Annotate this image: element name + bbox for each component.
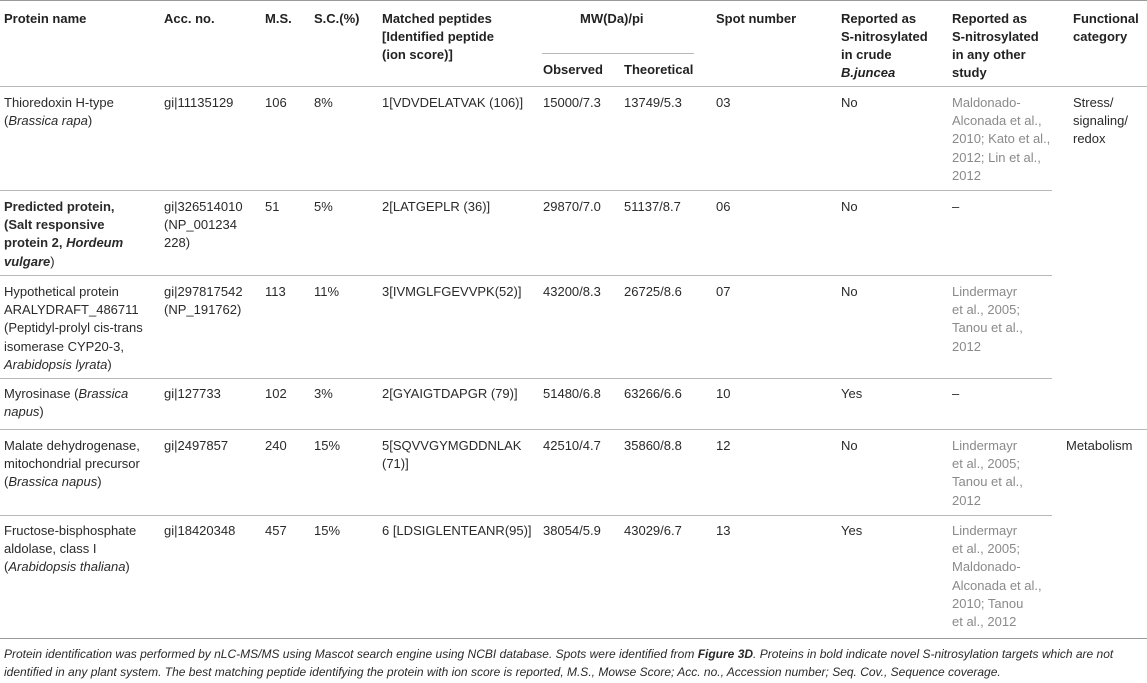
other-study-line: Tanou et al., — [952, 474, 1023, 490]
other-study-cell — [952, 94, 1050, 185]
acc-no-cell: gi|2497857 — [164, 438, 229, 453]
acc-no-cell — [164, 283, 243, 319]
other-study-cell — [952, 522, 1042, 631]
protein-name-line: Thioredoxin H-type — [4, 95, 114, 110]
protein-name-cell — [4, 522, 136, 577]
protein-name-line: aldolase, class I — [4, 541, 97, 557]
theoretical-cell: 51137/8.7 — [624, 199, 681, 214]
species-name: Brassica rapa — [8, 113, 88, 129]
row-divider — [0, 275, 1052, 276]
other-study-line: Lindermayr — [952, 438, 1018, 453]
observed-cell: 38054/5.9 — [543, 523, 601, 538]
text-span: ) — [97, 474, 102, 490]
ms-cell: 240 — [265, 438, 287, 453]
text-span: Protein identification was performed by nLC-MS/MS using Mascot search engine using NCBI database. Spots were identified from — [4, 647, 698, 661]
text-span: ( — [4, 559, 9, 575]
header-reported-other-line: study — [952, 65, 987, 80]
other-study-line: 2010; Tanou — [952, 595, 1024, 611]
header-reported-crude-line: S-nitrosylated — [841, 29, 928, 44]
text-span: Myrosinase ( — [4, 386, 79, 401]
header-matched-peptides-line: [Identified peptide — [382, 29, 494, 44]
text-span: ( — [4, 113, 9, 129]
acc-no-cell: gi|18420348 — [164, 523, 236, 538]
header-matched-peptides-line: (ion score)] — [382, 47, 453, 62]
species-name: Brassica napus — [8, 474, 98, 490]
other-study-cell — [952, 437, 1023, 510]
observed-cell: 51480/6.8 — [543, 386, 601, 401]
acc-no-line: 228) — [164, 235, 191, 251]
crude-cell: Yes — [841, 386, 863, 401]
text-span: protein 2, — [4, 235, 67, 251]
other-study-line: 2012; Lin et al., — [952, 149, 1041, 165]
text-span: . Proteins in bold indicate novel S-nitrosylation targets which are not — [753, 647, 1114, 661]
header-bottom-rule — [0, 86, 1147, 87]
theoretical-cell: 35860/8.8 — [624, 438, 682, 453]
text-span: ( — [4, 474, 9, 490]
other-study-line: 2010; Kato et al., — [952, 131, 1051, 147]
theoretical-cell: 26725/8.6 — [624, 284, 682, 299]
spot-cell: 13 — [716, 523, 731, 538]
peptide-cell: 3[IVMGLFGEVVPK(52)] — [382, 284, 522, 299]
header-reported-other-line: S-nitrosylated — [952, 29, 1039, 44]
footnote-line: identified in any plant system. The best matching peptide identifying the protein with ion score is reported, M.S., Mowse Score; Acc. no., Accession number; Seq. Cov., Sequence coverage. — [4, 665, 1001, 679]
protein-name-line: mitochondrial precursor — [4, 456, 140, 472]
peptide-line: (71)] — [382, 456, 409, 472]
protein-name-cell — [4, 385, 128, 421]
category-cell: Metabolism — [1066, 438, 1133, 453]
row-divider — [0, 190, 1052, 191]
table-top-rule — [0, 0, 1147, 1]
category-cell — [1073, 94, 1128, 149]
crude-cell: No — [841, 199, 858, 214]
theoretical-cell: 43029/6.7 — [624, 523, 682, 538]
species-name: Hordeum — [66, 235, 124, 251]
other-study-cell — [952, 283, 1023, 356]
other-study-line: 2012 — [952, 492, 981, 508]
species-name: vulgare — [4, 253, 51, 269]
sc-cell: 3% — [314, 386, 333, 401]
protein-name-cell — [4, 94, 114, 130]
header-mw: MW(Da)/pi — [580, 11, 644, 26]
header-observed: Observed — [543, 62, 603, 77]
protein-name-line: Fructose-bisphosphate — [4, 523, 137, 538]
sc-cell: 15% — [314, 438, 341, 453]
protein-name-line: isomerase CYP20-3, — [4, 338, 124, 354]
header-reported-crude-line: in crude — [841, 47, 892, 62]
ms-cell: 51 — [265, 199, 280, 214]
theoretical-cell: 13749/5.3 — [624, 95, 682, 110]
sc-cell: 8% — [314, 95, 333, 110]
other-study-line: Maldonado- — [952, 95, 1021, 110]
sc-cell: 5% — [314, 199, 333, 214]
protein-name-cell — [4, 283, 143, 374]
header-sc: S.C.(%) — [314, 11, 360, 26]
crude-cell: No — [841, 438, 858, 453]
header-theoretical: Theoretical — [624, 62, 694, 77]
peptide-cell: 2[LATGEPLR (36)] — [382, 199, 491, 214]
observed-cell: 42510/4.7 — [543, 438, 601, 453]
protein-name-cell — [4, 437, 140, 492]
other-study-line: 2012 — [952, 167, 981, 183]
protein-name-line — [4, 356, 143, 374]
header-reported-crude-line: Reported as — [841, 11, 917, 26]
text-span: ) — [125, 559, 130, 575]
species-name: Arabidopsis thaliana — [8, 559, 126, 575]
sc-cell: 15% — [314, 523, 341, 538]
protein-name-line: ARALYDRAFT_486711 — [4, 302, 139, 318]
spot-cell: 03 — [716, 95, 731, 110]
text-span: ) — [107, 356, 112, 372]
figure-reference: Figure 3D — [697, 647, 754, 661]
spot-cell: 06 — [716, 199, 731, 214]
protein-name-line: (Salt responsive — [4, 217, 105, 233]
protein-name-line: (Peptidyl-prolyl cis-trans — [4, 320, 143, 336]
text-span: ) — [87, 113, 93, 129]
header-reported-other-line: Reported as — [952, 11, 1028, 26]
table-bottom-rule — [0, 638, 1147, 639]
header-reported-crude-line: B.juncea — [841, 65, 896, 80]
other-study-line: et al., 2012 — [952, 614, 1017, 630]
other-study-line: Maldonado- — [952, 559, 1021, 575]
acc-no-line: (NP_191762) — [164, 302, 242, 318]
section-divider — [0, 429, 1147, 430]
protein-name-cell — [4, 198, 123, 271]
mw-subheader-rule — [542, 53, 694, 54]
other-study-line: Alconada et al., — [952, 113, 1042, 129]
protein-name-line — [4, 385, 128, 403]
header-ms: M.S. — [265, 11, 292, 26]
spot-cell: 10 — [716, 386, 731, 401]
header-reported-crude — [841, 10, 928, 82]
spot-cell: 12 — [716, 438, 731, 453]
protein-name-line — [4, 253, 123, 271]
protein-name-line: Malate dehydrogenase, — [4, 438, 140, 453]
ms-cell: 106 — [265, 95, 287, 110]
crude-cell: No — [841, 95, 858, 110]
peptide-cell — [382, 437, 521, 473]
header-functional-line: category — [1073, 29, 1128, 44]
species-name: napus — [4, 404, 40, 420]
sc-cell: 11% — [314, 284, 340, 299]
other-study-line: Lindermayr — [952, 523, 1018, 538]
peptide-cell: 6 [LDSIGLENTEANR(95)] — [382, 523, 532, 538]
acc-no-cell: gi|11135129 — [164, 95, 234, 110]
observed-cell: 43200/8.3 — [543, 284, 601, 299]
header-functional-line: Functional — [1073, 11, 1139, 26]
header-acc-no: Acc. no. — [164, 11, 215, 26]
theoretical-cell: 63266/6.6 — [624, 386, 682, 401]
protein-name-line — [4, 558, 136, 576]
footnote-line — [4, 645, 1144, 663]
acc-no-cell — [164, 198, 243, 253]
ms-cell: 113 — [265, 284, 286, 299]
protein-name-line — [4, 403, 128, 421]
other-study-line: et al., 2005; — [952, 302, 1020, 318]
row-divider — [0, 515, 1052, 516]
protein-name-line — [4, 112, 114, 130]
header-functional-category — [1073, 10, 1139, 46]
other-study-line: Alconada et al., — [952, 577, 1042, 593]
category-line: redox — [1073, 131, 1106, 147]
table-footnote — [4, 645, 1144, 681]
acc-no-line: gi|326514010 — [164, 199, 243, 214]
header-spot-number: Spot number — [716, 11, 797, 26]
acc-no-line: (NP_001234 — [164, 217, 237, 233]
crude-cell: No — [841, 284, 858, 299]
other-study-line: Tanou et al., — [952, 320, 1023, 336]
protein-name-line — [4, 473, 140, 491]
ms-cell: 457 — [265, 523, 287, 538]
other-study-line: et al., 2005; — [952, 456, 1020, 472]
header-reported-other — [952, 10, 1039, 82]
other-study-line: et al., 2005; — [952, 541, 1020, 557]
other-study-line: Lindermayr — [952, 284, 1018, 299]
header-matched-peptides — [382, 10, 494, 64]
protein-name-line — [4, 234, 123, 252]
spot-cell: 07 — [716, 284, 731, 299]
species-name: Brassica — [78, 386, 129, 401]
header-matched-peptides-line: Matched peptides — [382, 11, 492, 26]
peptide-line: 5[SQVVGYMGDDNLAK — [382, 438, 522, 453]
crude-cell: Yes — [841, 523, 863, 538]
header-reported-other-line: in any other — [952, 47, 1026, 62]
peptide-cell: 1[VDVDELATVAK (106)] — [382, 95, 524, 110]
observed-cell: 15000/7.3 — [543, 95, 601, 110]
other-study-cell: – — [952, 199, 960, 214]
text-span: ) — [39, 404, 44, 420]
observed-cell: 29870/7.0 — [543, 199, 601, 214]
protein-name-line: Hypothetical protein — [4, 284, 119, 299]
row-divider — [0, 378, 1052, 379]
header-protein-name: Protein name — [4, 11, 87, 26]
peptide-cell: 2[GYAIGTDAPGR (79)] — [382, 386, 518, 401]
other-study-cell: – — [952, 386, 960, 401]
species-name: Arabidopsis lyrata — [4, 356, 108, 372]
text-span: ) — [50, 253, 55, 269]
other-study-line: 2012 — [952, 338, 981, 354]
protein-name-line: Predicted protein, — [4, 199, 115, 214]
ms-cell: 102 — [265, 386, 287, 401]
category-line: signaling/ — [1073, 113, 1128, 129]
acc-no-cell: gi|127733 — [164, 386, 221, 401]
category-line: Stress/ — [1073, 95, 1114, 110]
acc-no-line: gi|297817542 — [164, 284, 243, 299]
